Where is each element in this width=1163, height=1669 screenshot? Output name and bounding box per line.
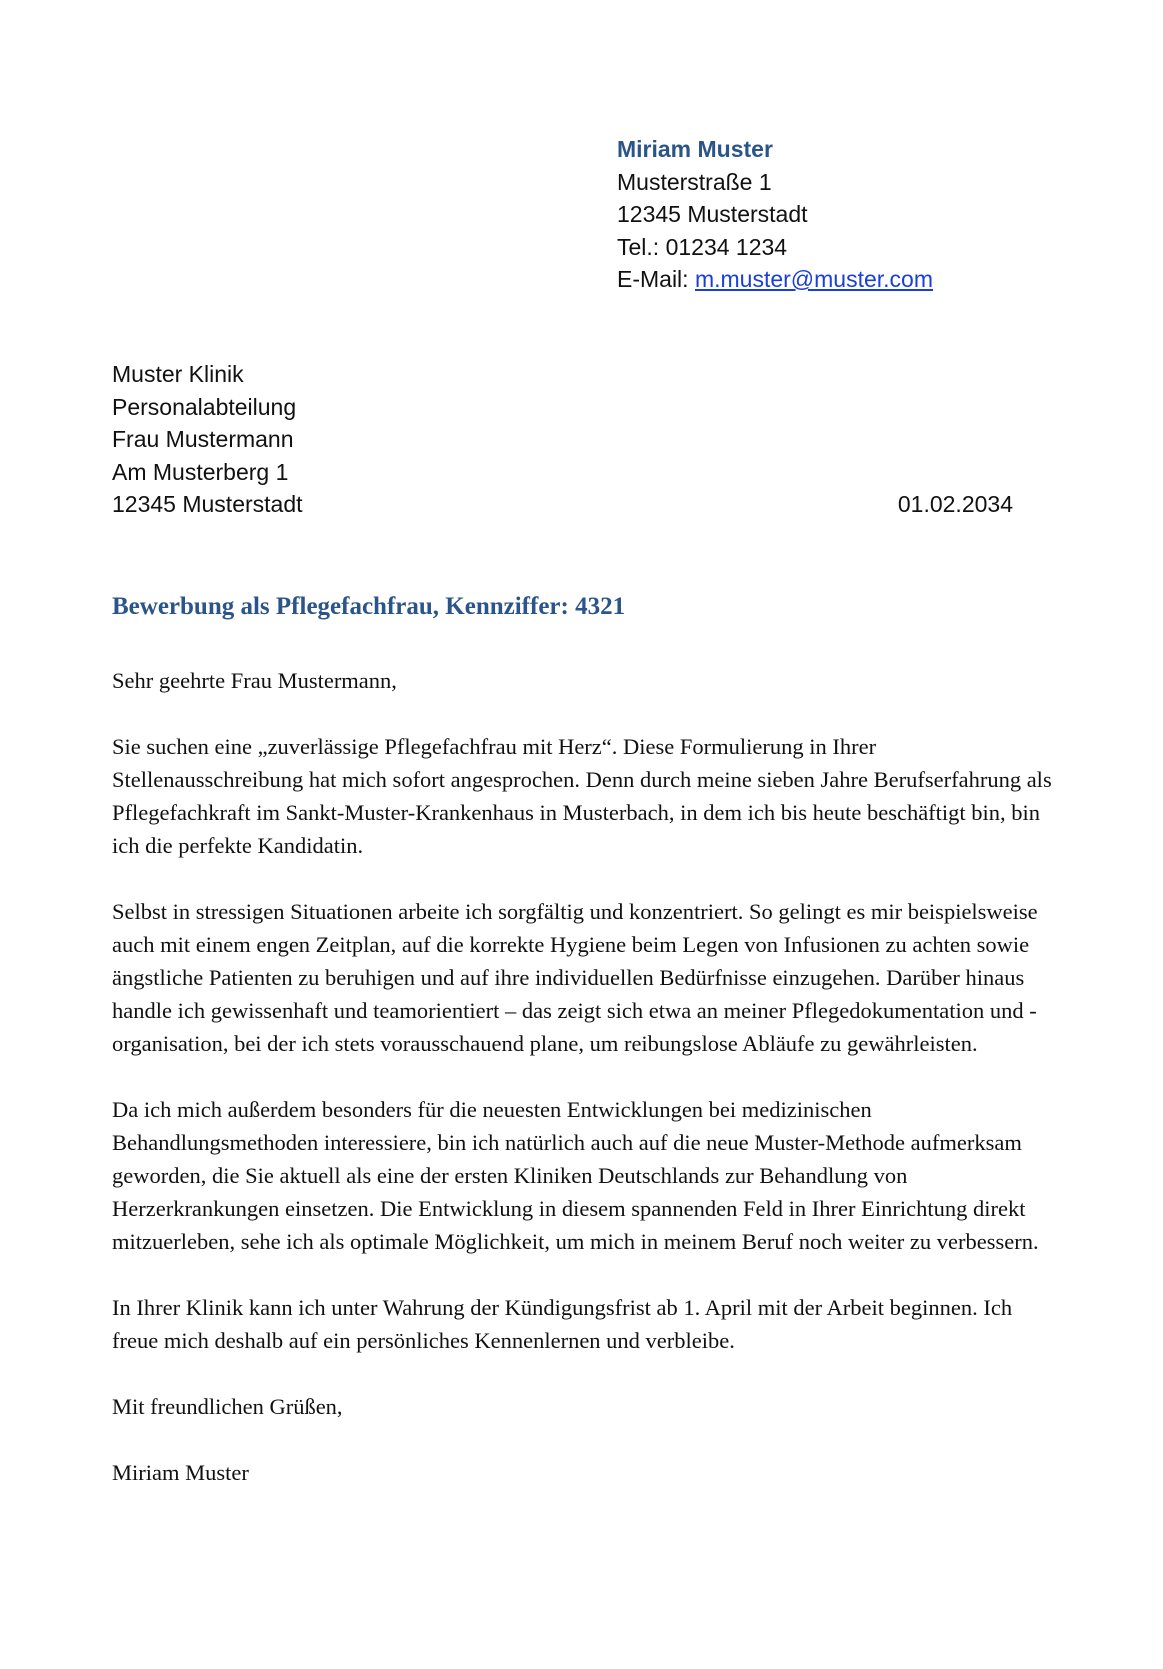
sender-city: 12345 Musterstadt bbox=[617, 201, 808, 227]
body-paragraph-3: Da ich mich außerdem besonders für die neuesten Entwicklungen bei medizinischen Behandlungsmethoden interessiere, bin ich natürlich auch auf die neue Muster-Methode aufmerksam geworden, die Sie aktuell als eine der ersten Kliniken Deutschlands zur Behandlung von Herzerkrankungen einsetzen. Die Entwicklung in diesem spannenden Feld in Ihrer Einrichtung direkt mitzuerleben, sehe ich als optimale Möglichkeit, um mich in meinem Beruf noch weiter zu verbessern. bbox=[112, 1097, 1039, 1254]
sender-phone: Tel.: 01234 1234 bbox=[617, 233, 788, 260]
sender-email-label: E-Mail: bbox=[617, 266, 695, 292]
recipient-city: 12345 Musterstadt bbox=[112, 491, 303, 517]
recipient-contact: Frau Mustermann bbox=[112, 426, 294, 452]
recipient-street: Am Musterberg 1 bbox=[112, 458, 289, 485]
recipient-department: Personalabteilung bbox=[112, 393, 297, 420]
letter-date: 01.02.2034 bbox=[897, 491, 1013, 517]
recipient-address-block bbox=[112, 358, 303, 521]
closing: Mit freundlichen Grüßen, bbox=[112, 1394, 343, 1419]
sender-email-link[interactable]: m.muster@muster.com bbox=[694, 266, 934, 292]
sender-address-block bbox=[617, 133, 933, 296]
letter-body bbox=[112, 664, 1052, 1522]
sender-name: Miriam Muster bbox=[617, 136, 773, 162]
signature: Miriam Muster bbox=[112, 1460, 249, 1485]
salutation: Sehr geehrte Frau Mustermann, bbox=[112, 668, 397, 693]
recipient-company: Muster Klinik bbox=[112, 361, 244, 387]
sender-email-line bbox=[617, 263, 933, 296]
body-paragraph-4: In Ihrer Klinik kann ich unter Wahrung der Kündigungsfrist ab 1. April mit der Arbeit beginnen. Ich freue mich deshalb auf ein persönliches Kennenlernen und verbleibe. bbox=[112, 1295, 1013, 1353]
body-paragraph-2: Selbst in stressigen Situationen arbeite ich sorgfältig und konzentriert. So gelingt es mir beispielsweise auch mit einem engen Zeitplan, auf die korrekte Hygiene beim Legen von Infusionen zu achten sowie ängstliche Patienten zu beruhigen und auf ihre individuellen Bedürfnisse einzugehen. Darüber hinaus handle ich gewissenhaft und teamorientiert – das zeigt sich etwa an meiner Pflegedokumentation und -organisation, bei der ich stets vorausschauend plane, um reibungslose Abläufe zu gewährleisten. bbox=[112, 899, 1038, 1056]
subject-line: Bewerbung als Pflegefachfrau, Kennziffer: 4321 bbox=[112, 593, 626, 620]
body-paragraph-1: Sie suchen eine „zuverlässige Pflegefachfrau mit Herz“. Diese Formulierung in Ihrer Stellenausschreibung hat mich sofort angesprochen. Denn durch meine sieben Jahre Berufserfahrung als Pflegefachkraft im Sankt-Muster-Krankenhaus in Musterbach, in dem ich bis heute beschäftigt bin, bin ich die perfekte Kandidatin. bbox=[112, 734, 1052, 858]
sender-street: Musterstraße 1 bbox=[617, 168, 772, 195]
